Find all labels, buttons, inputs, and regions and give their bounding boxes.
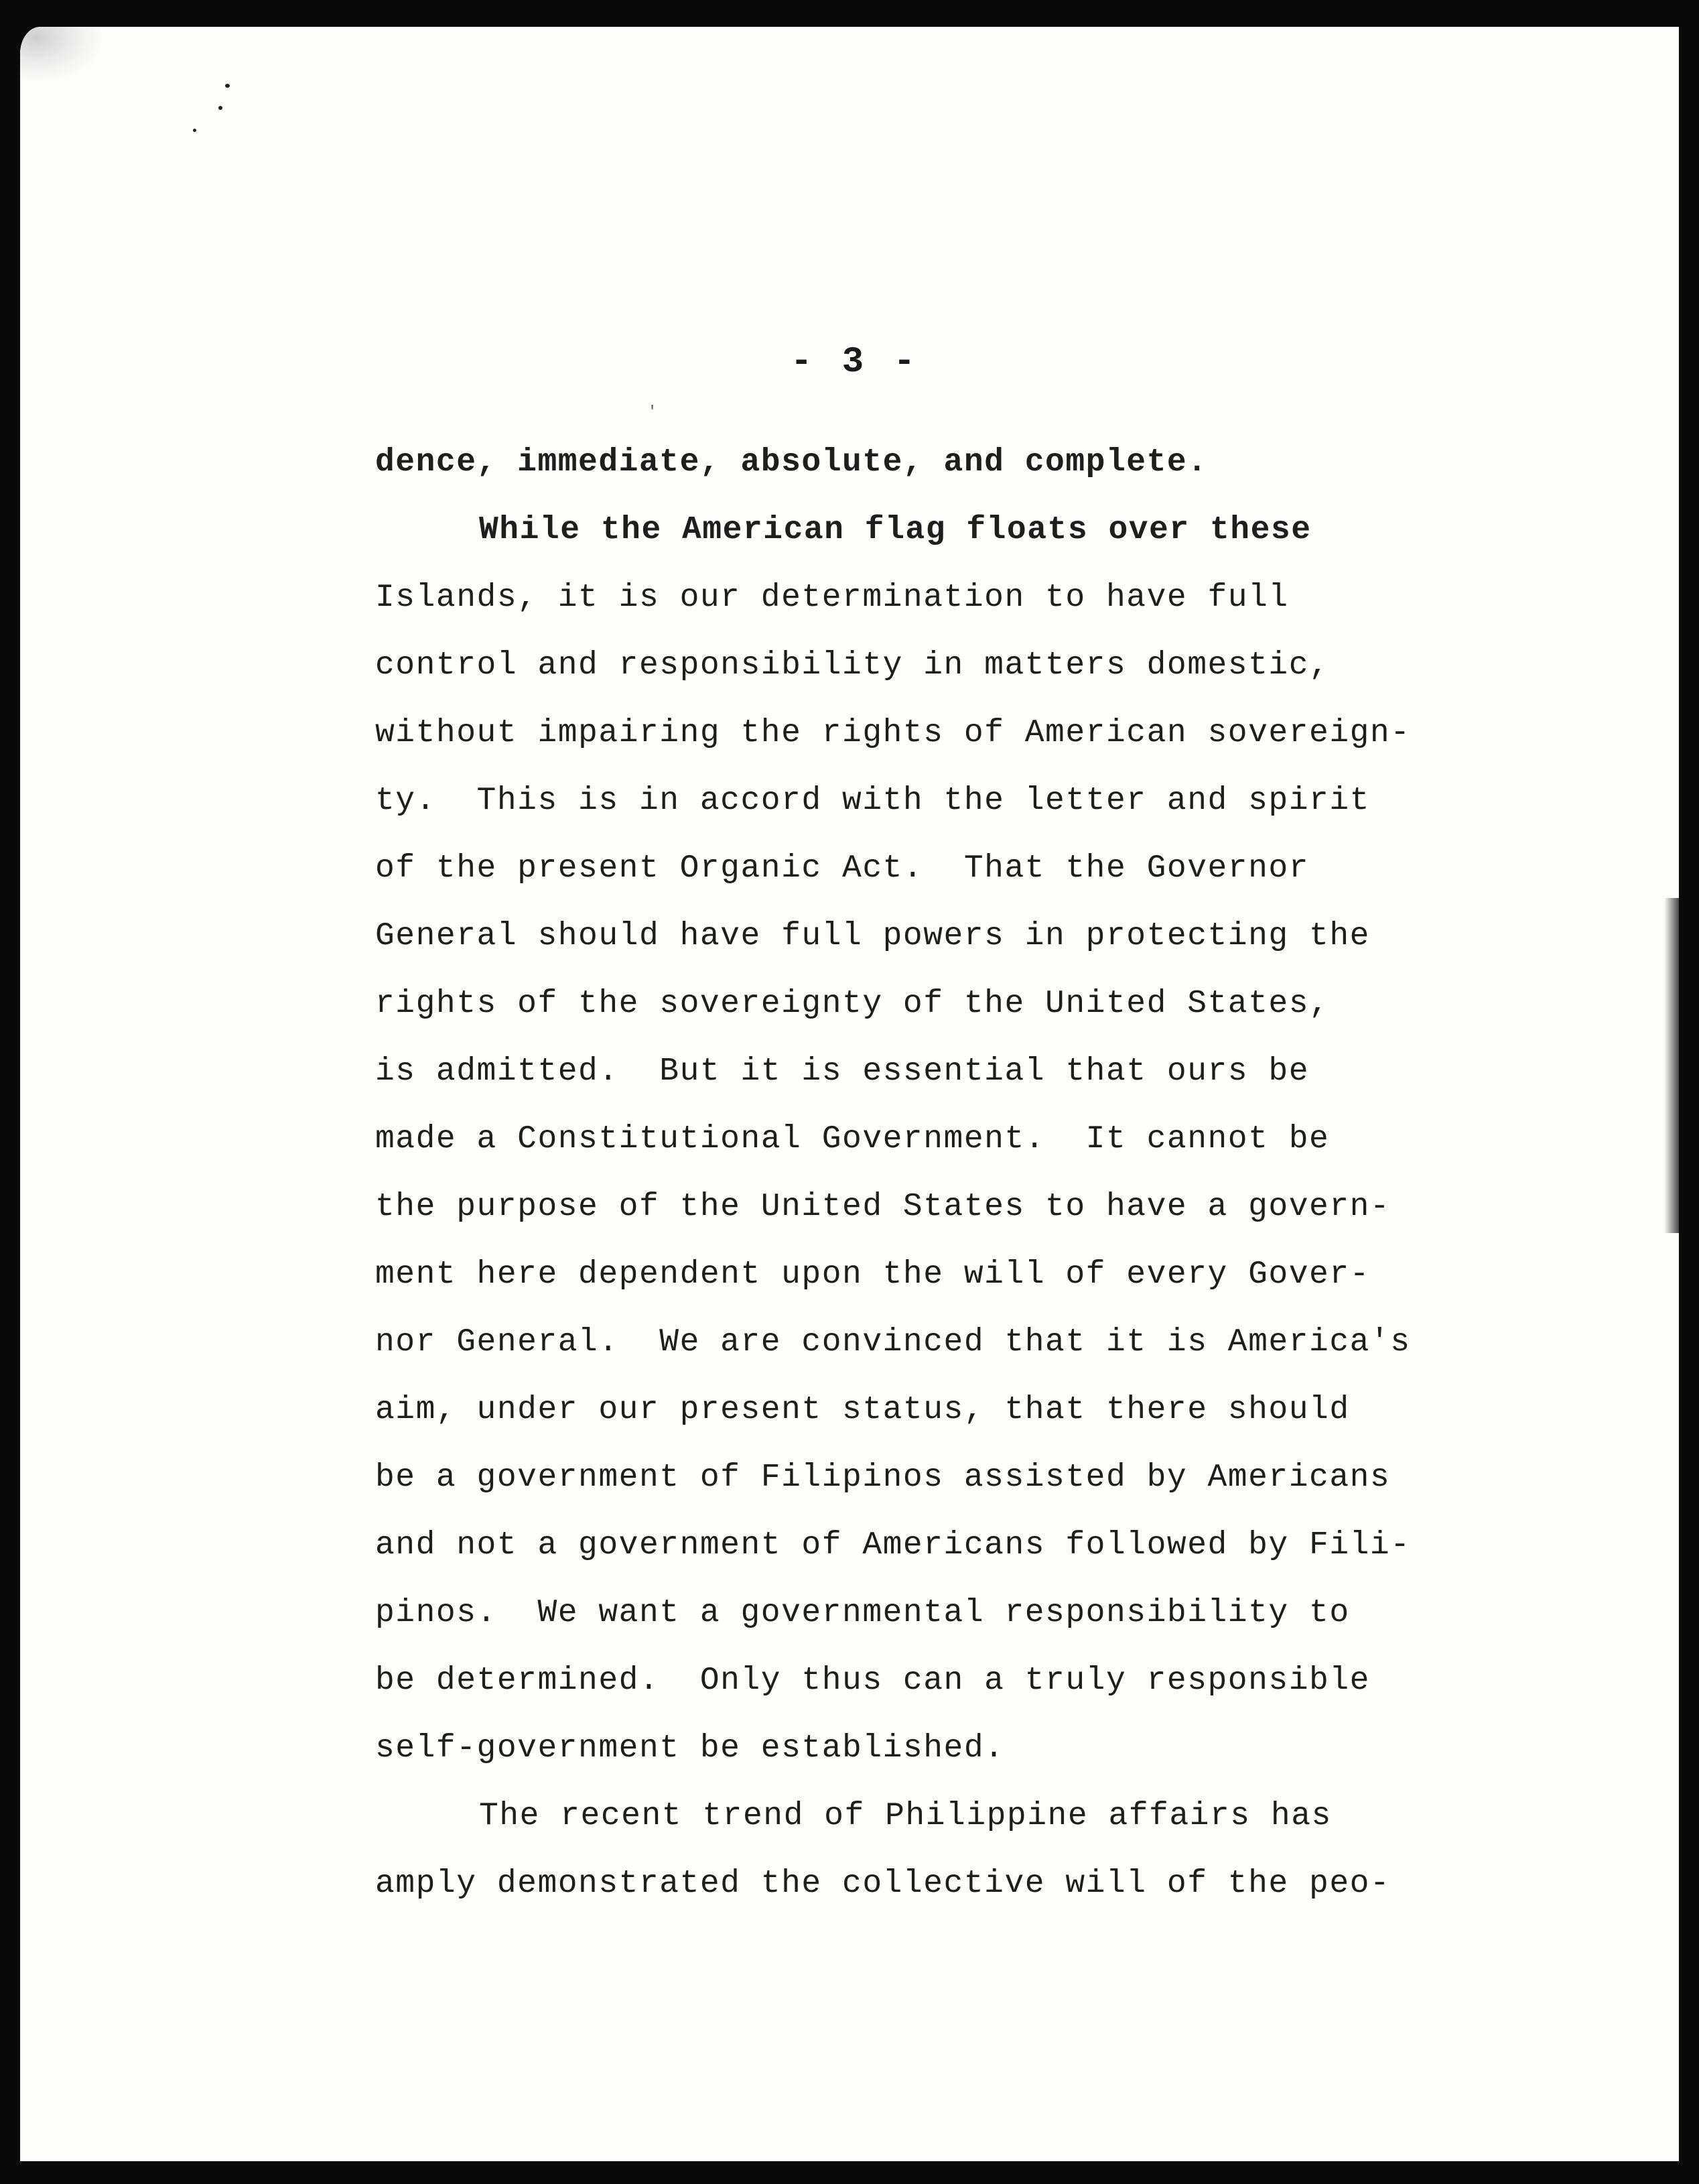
text-line: made a Constitutional Government. It cannot be [375, 1121, 1330, 1157]
text-line: pinos. We want a governmental responsibility to [375, 1595, 1350, 1631]
worn-corner [20, 27, 100, 80]
text-line: The recent trend of Philippine affairs has [479, 1798, 1332, 1834]
text-line: be determined. Only thus can a truly responsible [375, 1663, 1370, 1699]
body-text [375, 429, 1447, 1918]
ink-speck [225, 84, 230, 88]
ink-speck [218, 106, 222, 110]
text-line: aim, under our present status, that there should [375, 1392, 1350, 1428]
text-line: without impairing the rights of American sovereign- [375, 715, 1411, 751]
text-line: rights of the sovereignty of the United States, [375, 986, 1330, 1022]
text-line: is admitted. But it is essential that ours be [375, 1053, 1310, 1090]
text-line: amply demonstrated the collective will of the peo- [375, 1866, 1391, 1902]
text-line: General should have full powers in protecting the [375, 918, 1370, 954]
text-line: be a government of Filipinos assisted by Americans [375, 1460, 1391, 1496]
document-page [20, 27, 1679, 2161]
text-line: ment here dependent upon the will of every Gover- [375, 1257, 1370, 1293]
text-line: control and responsibility in matters domestic, [375, 647, 1330, 684]
text-line: of the present Organic Act. That the Governor [375, 850, 1310, 887]
ink-mark: ' [648, 403, 657, 420]
text-line: While the American flag floats over these [479, 512, 1312, 548]
text-line: ty. This is in accord with the letter and spirit [375, 783, 1370, 819]
ink-speck [193, 129, 196, 132]
text-line: self-government be established. [375, 1730, 1005, 1767]
page-edge-shadow [1664, 898, 1679, 1233]
page-number: - 3 - [791, 342, 920, 383]
text-line: nor General. We are convinced that it is America's [375, 1324, 1411, 1360]
text-line: and not a government of Americans followed by Fili- [375, 1527, 1411, 1563]
text-line: Islands, it is our determination to have full [375, 580, 1289, 616]
text-line: the purpose of the United States to have a govern- [375, 1189, 1391, 1225]
text-line: dence, immediate, absolute, and complete. [375, 444, 1208, 480]
